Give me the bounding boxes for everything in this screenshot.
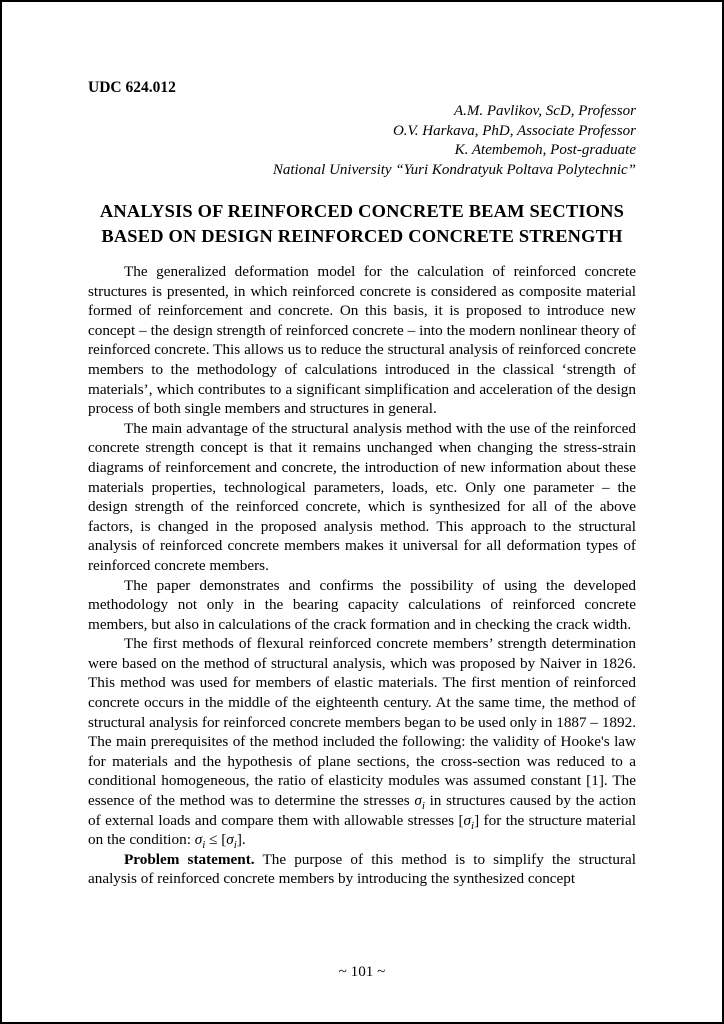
- paper-title: ANALYSIS OF REINFORCED CONCRETE BEAM SECTIONS BASED ON DESIGN REINFORCED CONCRETE STRENGTH: [99, 201, 625, 246]
- paragraph-abstract-1: [88, 262, 636, 419]
- subscript-i: i: [471, 819, 475, 832]
- subscript-i: i: [233, 839, 237, 852]
- text-run: The main advantage of the structural analysis method with the use of the reinforced concrete strength concept is that it remains unchanged when changing the stress-strain diagrams of reinforcement and concrete, the introduction of new information about these materials properties, technological parameters, loads, etc. Only one parameter – the design strength of the reinforced concrete, which is synthesized for all of the above factors, is changed in the proposed analysis method. This approach to the structural analysis of reinforced concrete members makes it universal for all deformation types of reinforced concrete members.: [88, 419, 636, 574]
- text-run: The first methods of flexural reinforced concrete members’ strength determination were based on the method of structural analysis, which was proposed by Naiver in 1826. This method was used for members of elastic materials. The first mention of reinforced concrete occurs in the middle of the eighteenth century. At the same time, the method of structural analysis for reinforced concrete members began to be used only in 1887 – 1892. The main prerequisites of the method included the following: the validity of Hooke's law for materials and the hypothesis of plane sections, the cross-section was reduced to a conditional homogeneous, the ratio of elasticity modules was assumed constant [1]. The essence of the method was to determine the stresses: [88, 635, 636, 810]
- sigma-symbol: σ: [226, 831, 234, 849]
- udc-code: UDC 624.012: [88, 79, 176, 96]
- page-number: ~ 101 ~: [338, 963, 386, 980]
- subscript-i: i: [421, 800, 425, 813]
- subscript-i: i: [202, 839, 206, 852]
- section-lead-in: Problem statement.: [124, 850, 255, 868]
- paragraph-abstract-2: [88, 419, 636, 576]
- sigma-symbol: σ: [414, 792, 422, 810]
- author-line: A.M. Pavlikov, ScD, Professor: [453, 103, 636, 119]
- text-run: in structures caused by the action of external loads and compare them with allowable stresses [: [88, 792, 636, 829]
- author-line: O.V. Harkava, PhD, Associate Professor: [392, 122, 636, 139]
- page-content: [2, 2, 722, 889]
- author-block: [88, 102, 636, 180]
- text-run: ≤ [: [205, 831, 227, 849]
- paragraph-problem-statement: [88, 850, 636, 889]
- text-run: ].: [236, 831, 246, 849]
- text-run: The paper demonstrates and confirms the possibility of using the developed methodology not only in the bearing capacity calculations of reinforced concrete members, but also in calculations of the crack formation and in checking the crack width.: [88, 576, 636, 633]
- text-run: The generalized deformation model for the calculation of reinforced concrete structures is presented, in which reinforced concrete is considered as composite material formed of reinforcement and concrete. On this basis, it is proposed to introduce new concept – the design strength of reinforced concrete – into the modern nonlinear theory of reinforced concrete. This allows us to reduce the structural analysis of reinforced concrete members to the methodology of calculations introduced in the classical ‘strength of materials’, which contributes to a significant simplification and acceleration of the design process of both single members and structures in general.: [88, 263, 636, 418]
- affiliation-line: National University “Yuri Kondratyuk Poltava Polytechnic”: [272, 161, 636, 178]
- author-line: K. Atembemoh, Post-graduate: [454, 142, 636, 158]
- text-run: The purpose of this method is to simplify the structural analysis of reinforced concrete members by introducing the synthesized concept: [88, 850, 636, 888]
- sigma-symbol: σ: [194, 831, 203, 849]
- sigma-symbol: σ: [463, 811, 472, 829]
- paragraph-abstract-3: [88, 576, 636, 635]
- text-run: ] for the structure material on the condition:: [88, 811, 636, 849]
- paragraph-introduction: [88, 634, 636, 850]
